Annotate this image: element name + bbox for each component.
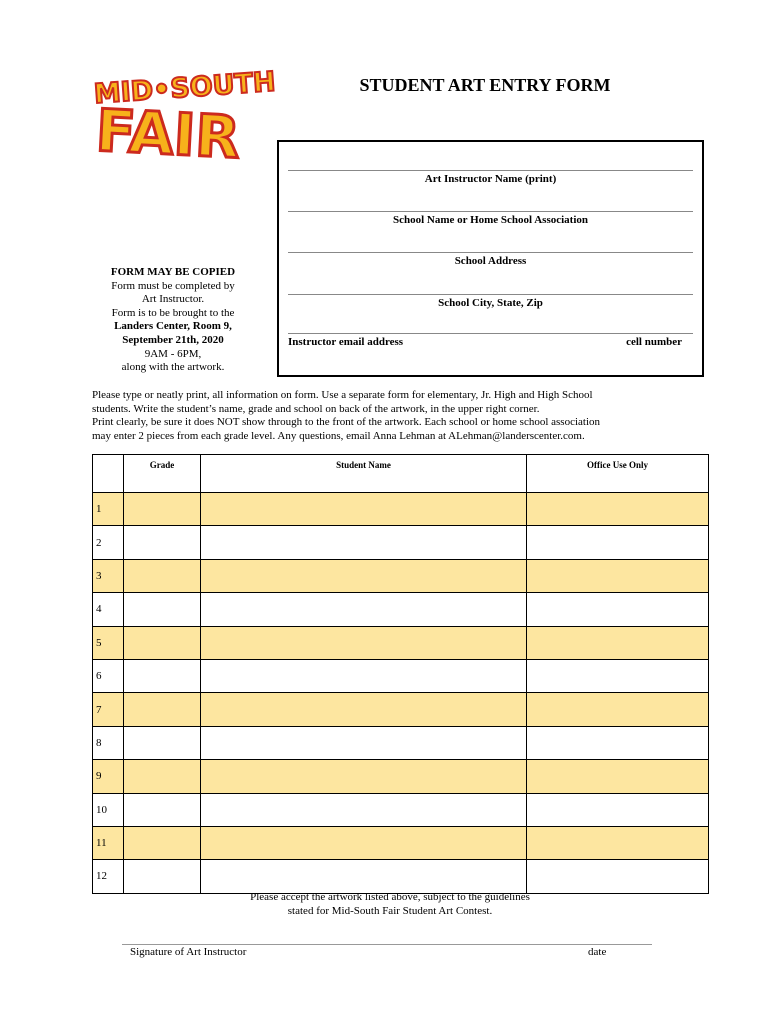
row-number: 8: [93, 726, 124, 759]
row-number: 9: [93, 760, 124, 793]
instructions-line: Print clearly, be sure it does NOT show through to the front of the artwork. Each school or home school association: [92, 416, 601, 429]
student-name-cell[interactable]: [201, 860, 527, 893]
grade-cell[interactable]: [124, 693, 201, 726]
acceptance-statement: [180, 890, 600, 918]
table-row: [93, 726, 709, 759]
header-student-name: Student Name: [201, 455, 527, 493]
office-use-cell: [527, 626, 709, 659]
table-row: [93, 526, 709, 559]
note-location: Landers Center, Room 9,: [114, 320, 232, 333]
grade-cell[interactable]: [124, 826, 201, 859]
school-address-line[interactable]: [288, 252, 693, 253]
table-row: [93, 860, 709, 893]
instructor-name-line[interactable]: [288, 170, 693, 171]
office-use-cell: [527, 493, 709, 526]
logo-text-bottom: FAIR: [94, 96, 242, 172]
grade-cell[interactable]: [124, 493, 201, 526]
office-use-cell: [527, 860, 709, 893]
instructor-info-box: [277, 140, 704, 377]
student-name-cell[interactable]: [201, 826, 527, 859]
row-number: 12: [93, 860, 124, 893]
email-label: Instructor email address: [288, 336, 404, 348]
student-name-cell[interactable]: [201, 760, 527, 793]
table-row: [93, 593, 709, 626]
office-use-cell: [527, 559, 709, 592]
signature-line[interactable]: [122, 944, 652, 945]
student-name-cell[interactable]: [201, 526, 527, 559]
row-number: 11: [93, 826, 124, 859]
office-use-cell: [527, 826, 709, 859]
note-heading: FORM MAY BE COPIED: [110, 266, 236, 278]
row-number: 6: [93, 659, 124, 692]
row-number: 5: [93, 626, 124, 659]
grade-cell[interactable]: [124, 760, 201, 793]
grade-cell[interactable]: [124, 659, 201, 692]
student-name-cell[interactable]: [201, 493, 527, 526]
note-time: 9AM - 6PM,: [144, 347, 202, 360]
student-name-cell[interactable]: [201, 626, 527, 659]
cell-label: cell number: [626, 336, 682, 348]
row-number: 4: [93, 593, 124, 626]
instructions-line: students. Write the student’s name, grade and school on back of the artwork, in the upper right corner.: [92, 402, 540, 415]
signature-label: Signature of Art Instructor: [130, 946, 247, 958]
grade-cell[interactable]: [124, 626, 201, 659]
school-name-label: School Name or Home School Association: [392, 214, 589, 226]
note-line: Form must be completed by: [111, 279, 235, 292]
page-title: STUDENT ART ENTRY FORM: [359, 75, 611, 95]
row-number: 1: [93, 493, 124, 526]
header-number: [93, 455, 124, 493]
email-cell-line[interactable]: [288, 333, 693, 334]
office-use-cell: [527, 526, 709, 559]
table-row: [93, 659, 709, 692]
table-row: [93, 493, 709, 526]
row-number: 10: [93, 793, 124, 826]
header-office-use: Office Use Only: [527, 455, 709, 493]
grade-cell[interactable]: [124, 593, 201, 626]
instructions-paragraph: [92, 389, 712, 443]
office-use-cell: [527, 593, 709, 626]
acceptance-line: Please accept the artwork listed above, subject to the guidelines: [250, 891, 530, 903]
grade-cell[interactable]: [124, 860, 201, 893]
table-header-row: [93, 455, 709, 493]
student-name-cell[interactable]: [201, 693, 527, 726]
office-use-cell: [527, 659, 709, 692]
note-line: Art Instructor.: [141, 293, 205, 306]
instructions-line: Please type or neatly print, all information on form. Use a separate form for elementary, Jr. High and High School: [92, 389, 593, 401]
table-row: [93, 826, 709, 859]
grade-cell[interactable]: [124, 793, 201, 826]
table-row: [93, 760, 709, 793]
logo-graphic: [88, 62, 277, 172]
acceptance-line: stated for Mid-South Fair Student Art Contest.: [287, 905, 493, 917]
school-city-label: School City, State, Zip: [438, 297, 543, 309]
office-use-cell: [527, 760, 709, 793]
student-name-cell[interactable]: [201, 559, 527, 592]
instructions-line: may enter 2 pieces from each grade level. Any questions, email Anna Lehman at ALehman@landerscenter.com.: [92, 429, 585, 442]
note-date: September 21th, 2020: [122, 333, 224, 346]
student-name-cell[interactable]: [201, 793, 527, 826]
student-name-cell[interactable]: [201, 726, 527, 759]
student-name-cell[interactable]: [201, 659, 527, 692]
date-label: date: [588, 946, 607, 958]
office-use-cell: [527, 793, 709, 826]
row-number: 3: [93, 559, 124, 592]
office-use-cell: [527, 726, 709, 759]
grade-cell[interactable]: [124, 559, 201, 592]
table-row: [93, 559, 709, 592]
mid-south-fair-logo: [88, 62, 277, 172]
note-line: along with the artwork.: [121, 361, 225, 374]
student-name-cell[interactable]: [201, 593, 527, 626]
form-copy-note: [88, 266, 258, 375]
office-use-cell: [527, 693, 709, 726]
instructor-name-label: Art Instructor Name (print): [424, 173, 557, 185]
school-address-label: School Address: [454, 255, 527, 267]
logo-text-top: MID•SOUTH: [92, 66, 277, 111]
note-line: Form is to be brought to the: [111, 306, 235, 319]
row-number: 7: [93, 693, 124, 726]
header-grade: Grade: [124, 455, 201, 493]
school-city-line[interactable]: [288, 294, 693, 295]
row-number: 2: [93, 526, 124, 559]
table-row: [93, 793, 709, 826]
school-name-line[interactable]: [288, 211, 693, 212]
table-row: [93, 693, 709, 726]
table-row: [93, 626, 709, 659]
grade-cell[interactable]: [124, 726, 201, 759]
grade-cell[interactable]: [124, 526, 201, 559]
entry-table: [92, 454, 709, 894]
